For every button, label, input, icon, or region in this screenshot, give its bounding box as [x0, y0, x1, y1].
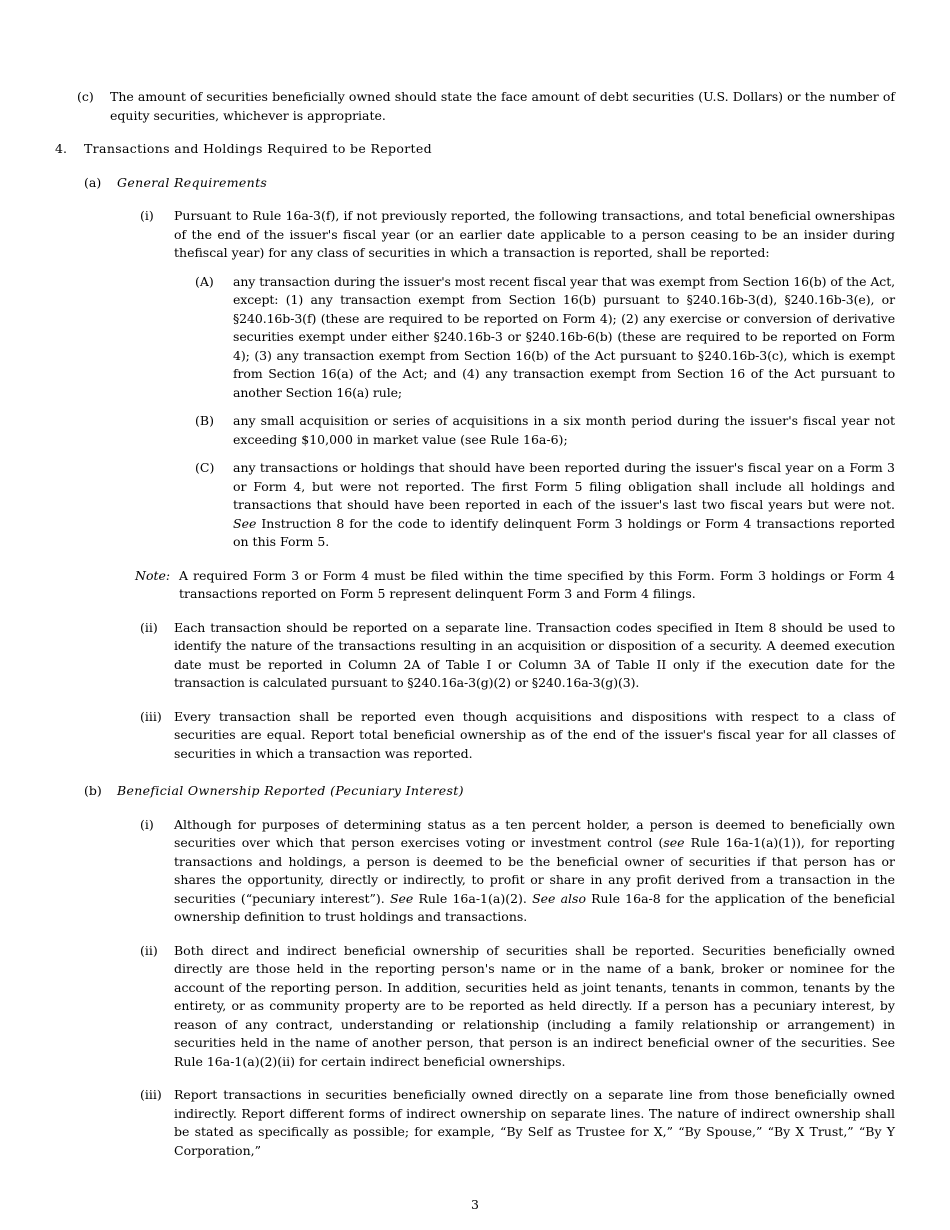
- paragraph-text: any small acquisition or series of acquisitions in a six month period during the issuer's fiscal year not exceeding $10,000 in market value (see Rule 16a-6);: [233, 413, 895, 447]
- paragraph-text: A required Form 3 or Form 4 must be filed within the time specified by this Form. Form 3 holdings or Form 4 transactions reported on Form 5 represent delinquent Form 3 and Form 4 filings.: [179, 567, 895, 601]
- plain-text: Instruction 8 for the code to identify delinquent Form 3 holdings or Form 4 transactions reported on this Form 5.: [233, 515, 895, 549]
- paragraph-item-4b-iii: [55, 1086, 895, 1160]
- paragraph-item-c: [55, 88, 895, 125]
- list-marker: (i): [140, 816, 154, 832]
- list-marker: (B): [195, 413, 214, 428]
- list-marker: (i): [140, 208, 154, 223]
- paragraph-text: The amount of securities beneficially owned should state the face amount of debt securities (U.S. Dollars) or the number of equity securities, whichever is appropriate.: [110, 89, 895, 123]
- list-marker: (C): [195, 460, 215, 475]
- paragraph-note-block: [55, 567, 895, 604]
- paragraph-item-4a-i-C: [55, 459, 895, 552]
- emphasis-text: See: [389, 890, 414, 906]
- page-number: 3: [471, 1197, 479, 1212]
- document-body: [55, 88, 895, 1160]
- paragraph-text: [174, 816, 895, 927]
- paragraph-text: any transaction during the issuer's most recent fiscal year that was exempt from Section 16(b) of the Act, except: (1) any transaction exempt from Section 16(b) pursuant to §240.16b-3(d), §240.16b-3(e), or §240.16b-3(f) (these are required to be reported on Form 4); (2) any exercise or conversion of derivative securities exempt under either §240.16b-3 or §240.16b-6(b) (these are required to be reported on Form 4); (3) any transaction exempt from Section 16(b) of the Act pursuant to §240.16b-3(c), which is exempt from Section 16(a) of the Act; and (4) any transaction exempt from Section 16 of the Act pursuant to another Section 16(a) rule;: [233, 273, 895, 400]
- plain-text: any transactions or holdings that should have been reported during the issuer's fiscal year on a Form 3 or Form 4, but were not reported. The first Form 5 filing obligation shall include all holdings and transactions that should have been reported in each of the issuer's last two fiscal years but were not.: [233, 460, 895, 512]
- emphasis-text: See also: [532, 890, 586, 906]
- emphasis-text: see: [663, 835, 685, 850]
- paragraph-item-4b: [55, 782, 895, 801]
- paragraph-text: Beneficial Ownership Reported (Pecuniary Interest): [117, 783, 464, 798]
- paragraph-text: Pursuant to Rule 16a-3(f), if not previously reported, the following transactions, and total beneficial ownershipas of the end of the issuer's fiscal year (or an earlier date applicable to a person ceasing to be an insider during thefiscal year) for any class of securities in which a transaction is reported, shall be reported:: [174, 208, 895, 260]
- list-marker: Note:: [135, 567, 171, 583]
- list-marker: 4.: [55, 141, 67, 156]
- plain-text: Rule 16a-1(a)(2).: [413, 890, 533, 906]
- emphasis-text: See: [233, 515, 257, 531]
- paragraph-text: [233, 459, 895, 552]
- list-marker: (b): [84, 783, 102, 798]
- paragraph-item-4a-i: [55, 207, 895, 263]
- paragraph-item-4a-ii: [55, 619, 895, 693]
- paragraph-item-4a-iii: [55, 708, 895, 764]
- plain-text: Rule 16a-1(a)(1)), for reporting transactions and holdings, a person is deemed to be the beneficial owner of securities if that person has or shares the opportunity, directly or indirectly, to profit or share in any profit derived from a transaction in the securities (“pecuniary interest”).: [174, 835, 896, 906]
- paragraph-text: Transactions and Holdings Required to be Reported: [84, 141, 432, 156]
- paragraph-item-4b-ii: [55, 942, 895, 1072]
- list-marker: (a): [84, 174, 102, 190]
- list-marker: (c): [77, 89, 94, 104]
- paragraph-text: General Requirements: [117, 174, 268, 190]
- paragraph-item-4a-i-A: [55, 273, 895, 403]
- plain-text: Rule 16a-8 for the application of the beneficial ownership definition to trust holdings and transactions.: [174, 890, 896, 924]
- paragraph-text: Every transaction shall be reported even though acquisitions and dispositions with respect to a class of securities are equal. Report total beneficial ownership as of the end of the issuer's fiscal year for all classes of securities in which a transaction was reported.: [174, 708, 895, 761]
- list-marker: (ii): [140, 619, 158, 635]
- paragraph-item-4a: [55, 174, 895, 193]
- paragraph-item-4a-i-B: [55, 412, 895, 449]
- list-marker: (iii): [140, 708, 162, 724]
- paragraph-text: Report transactions in securities beneficially owned directly on a separate line from those beneficially owned indirectly. Report different forms of indirect ownership on separate lines. The nature of indirect ownership shall be stated as specifically as possible; for example, “By Self as Trustee for X,” “By Spouse,” “By X Trust,” “By Y Corporation,”: [174, 1087, 895, 1158]
- list-marker: (ii): [140, 942, 158, 958]
- list-marker: (A): [195, 273, 214, 289]
- paragraph-item-4b-i: [55, 816, 895, 927]
- paragraph-item-4: [55, 140, 895, 159]
- paragraph-text: Both direct and indirect beneficial ownership of securities shall be reported. Securities beneficially owned directly are those held in the reporting person's name or in the name of a bank, broker or nominee for the account of the reporting person. In addition, securities held as joint tenants, tenants in common, tenants by the entirety, or as community property are to be reported as held directly. If a person has a pecuniary interest, by reason of any contract, understanding or relationship (including a family relationship or arrangement) in securities held in the name of another person, that person is an indirect beneficial owner of the securities. See Rule 16a-1(a)(2)(ii) for certain indirect beneficial ownerships.: [174, 942, 895, 1069]
- list-marker: (iii): [140, 1087, 162, 1102]
- plain-text: Although for purposes of determining status as a ten percent holder, a person is deemed to beneficially own securities over which that person exercises voting or investment control (: [174, 816, 895, 850]
- paragraph-text: Each transaction should be reported on a separate line. Transaction codes specified in Item 8 should be used to identify the nature of the transactions resulting in an acquisition or disposition of a security. A deemed execution date must be reported in Column 2A of Table I or Column 3A of Table II only if the execution date for the transaction is calculated pursuant to §240.16a-3(g)(2) or §240.16a-3(g)(3).: [174, 619, 895, 690]
